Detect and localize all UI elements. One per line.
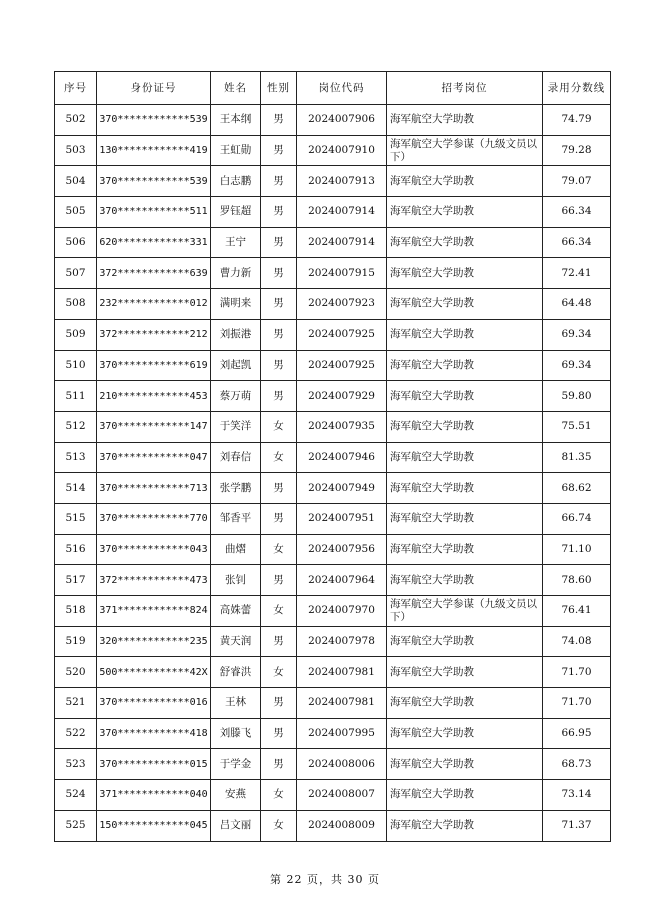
table-row (55, 227, 611, 258)
post-code-cell: 2024007914 (297, 227, 387, 258)
header-cell: 招考岗位 (387, 72, 543, 105)
position-cell: 海军航空大学助教 (387, 105, 543, 136)
gender-cell: 男 (261, 135, 297, 166)
id-number-cell: 370************770 (97, 503, 211, 534)
table-body (55, 105, 611, 842)
table-row (55, 596, 611, 627)
gender-cell: 男 (261, 319, 297, 350)
gender-cell: 男 (261, 473, 297, 504)
id-number-cell: 370************713 (97, 473, 211, 504)
page-footer: 第 22 页，共 30 页 (270, 873, 380, 886)
post-code-cell: 2024007970 (297, 596, 387, 627)
gender-cell: 女 (261, 442, 297, 473)
serial-cell: 507 (55, 258, 97, 289)
score-cell: 73.14 (543, 780, 611, 811)
gender-cell: 女 (261, 596, 297, 627)
score-cell: 66.74 (543, 503, 611, 534)
serial-cell: 505 (55, 197, 97, 228)
name-cell: 罗钰超 (211, 197, 261, 228)
serial-cell: 508 (55, 289, 97, 320)
id-number-cell: 370************418 (97, 718, 211, 749)
table-row (55, 135, 611, 166)
post-code-cell: 2024007914 (297, 197, 387, 228)
table-row (55, 749, 611, 780)
header-cell: 序号 (55, 72, 97, 105)
id-number-cell: 370************619 (97, 350, 211, 381)
table-row (55, 718, 611, 749)
position-cell: 海军航空大学助教 (387, 227, 543, 258)
name-cell: 于学金 (211, 749, 261, 780)
post-code-cell: 2024007951 (297, 503, 387, 534)
id-number-cell: 370************147 (97, 411, 211, 442)
serial-cell: 514 (55, 473, 97, 504)
table-row (55, 258, 611, 289)
post-code-cell: 2024007906 (297, 105, 387, 136)
name-cell: 王虹勋 (211, 135, 261, 166)
id-number-cell: 500************42X (97, 657, 211, 688)
score-cell: 66.34 (543, 197, 611, 228)
post-code-cell: 2024007929 (297, 381, 387, 412)
position-cell: 海军航空大学助教 (387, 319, 543, 350)
name-cell: 王林 (211, 688, 261, 719)
name-cell: 王宁 (211, 227, 261, 258)
serial-cell: 524 (55, 780, 97, 811)
post-code-cell: 2024007981 (297, 688, 387, 719)
post-code-cell: 2024007995 (297, 718, 387, 749)
table-row (55, 565, 611, 596)
id-number-cell: 370************539 (97, 105, 211, 136)
position-cell: 海军航空大学助教 (387, 503, 543, 534)
position-cell: 海军航空大学助教 (387, 197, 543, 228)
serial-cell: 518 (55, 596, 97, 627)
name-cell: 安燕 (211, 780, 261, 811)
id-number-cell: 370************511 (97, 197, 211, 228)
id-number-cell: 371************824 (97, 596, 211, 627)
score-cell: 81.35 (543, 442, 611, 473)
serial-cell: 513 (55, 442, 97, 473)
score-cell: 59.80 (543, 381, 611, 412)
table-row (55, 473, 611, 504)
serial-cell: 512 (55, 411, 97, 442)
gender-cell: 男 (261, 258, 297, 289)
serial-cell: 515 (55, 503, 97, 534)
score-cell: 68.62 (543, 473, 611, 504)
score-cell: 71.70 (543, 688, 611, 719)
name-cell: 张钊 (211, 565, 261, 596)
gender-cell: 男 (261, 749, 297, 780)
score-cell: 71.70 (543, 657, 611, 688)
table-row (55, 319, 611, 350)
id-number-cell: 320************235 (97, 626, 211, 657)
name-cell: 张学鹏 (211, 473, 261, 504)
score-cell: 78.60 (543, 565, 611, 596)
post-code-cell: 2024007923 (297, 289, 387, 320)
gender-cell: 女 (261, 411, 297, 442)
id-number-cell: 370************015 (97, 749, 211, 780)
name-cell: 蔡万萌 (211, 381, 261, 412)
position-cell: 海军航空大学助教 (387, 473, 543, 504)
id-number-cell: 370************043 (97, 534, 211, 565)
score-cell: 79.07 (543, 166, 611, 197)
gender-cell: 男 (261, 503, 297, 534)
table-row (55, 105, 611, 136)
id-number-cell: 130************419 (97, 135, 211, 166)
table-row (55, 289, 611, 320)
serial-cell: 517 (55, 565, 97, 596)
post-code-cell: 2024008009 (297, 810, 387, 841)
serial-cell: 516 (55, 534, 97, 565)
position-cell: 海军航空大学参谋（九级文员以下） (387, 135, 543, 166)
name-cell: 舒睿洪 (211, 657, 261, 688)
score-cell: 69.34 (543, 350, 611, 381)
name-cell: 刘振港 (211, 319, 261, 350)
post-code-cell: 2024007935 (297, 411, 387, 442)
score-cell: 75.51 (543, 411, 611, 442)
table-row (55, 657, 611, 688)
position-cell: 海军航空大学助教 (387, 626, 543, 657)
gender-cell: 女 (261, 534, 297, 565)
serial-cell: 511 (55, 381, 97, 412)
position-cell: 海军航空大学助教 (387, 289, 543, 320)
post-code-cell: 2024007915 (297, 258, 387, 289)
id-number-cell: 210************453 (97, 381, 211, 412)
score-cell: 71.37 (543, 810, 611, 841)
score-cell: 74.08 (543, 626, 611, 657)
id-number-cell: 372************212 (97, 319, 211, 350)
serial-cell: 502 (55, 105, 97, 136)
name-cell: 刘起凯 (211, 350, 261, 381)
id-number-cell: 370************539 (97, 166, 211, 197)
gender-cell: 女 (261, 657, 297, 688)
score-cell: 69.34 (543, 319, 611, 350)
post-code-cell: 2024008007 (297, 780, 387, 811)
gender-cell: 女 (261, 780, 297, 811)
post-code-cell: 2024007925 (297, 350, 387, 381)
position-cell: 海军航空大学助教 (387, 749, 543, 780)
score-cell: 72.41 (543, 258, 611, 289)
score-cell: 68.73 (543, 749, 611, 780)
table-row (55, 626, 611, 657)
name-cell: 王本纲 (211, 105, 261, 136)
id-number-cell: 150************045 (97, 810, 211, 841)
serial-cell: 525 (55, 810, 97, 841)
admission-table (54, 71, 611, 842)
table-row (55, 411, 611, 442)
id-number-cell: 370************047 (97, 442, 211, 473)
table-row (55, 780, 611, 811)
name-cell: 刘春信 (211, 442, 261, 473)
gender-cell: 男 (261, 718, 297, 749)
post-code-cell: 2024007949 (297, 473, 387, 504)
serial-cell: 503 (55, 135, 97, 166)
post-code-cell: 2024007956 (297, 534, 387, 565)
id-number-cell: 620************331 (97, 227, 211, 258)
serial-cell: 519 (55, 626, 97, 657)
serial-cell: 506 (55, 227, 97, 258)
gender-cell: 男 (261, 565, 297, 596)
serial-cell: 521 (55, 688, 97, 719)
position-cell: 海军航空大学助教 (387, 442, 543, 473)
post-code-cell: 2024007964 (297, 565, 387, 596)
id-number-cell: 372************639 (97, 258, 211, 289)
gender-cell: 男 (261, 350, 297, 381)
post-code-cell: 2024007913 (297, 166, 387, 197)
gender-cell: 男 (261, 197, 297, 228)
table-row (55, 442, 611, 473)
position-cell: 海军航空大学参谋（九级文员以下） (387, 596, 543, 627)
score-cell: 76.41 (543, 596, 611, 627)
score-cell: 71.10 (543, 534, 611, 565)
position-cell: 海军航空大学助教 (387, 411, 543, 442)
table-row (55, 350, 611, 381)
table-row (55, 688, 611, 719)
score-cell: 66.95 (543, 718, 611, 749)
name-cell: 邹香平 (211, 503, 261, 534)
name-cell: 于笑洋 (211, 411, 261, 442)
table-row (55, 810, 611, 841)
id-number-cell: 371************040 (97, 780, 211, 811)
position-cell: 海军航空大学助教 (387, 350, 543, 381)
header-cell: 姓名 (211, 72, 261, 105)
post-code-cell: 2024007946 (297, 442, 387, 473)
header-cell: 身份证号 (97, 72, 211, 105)
id-number-cell: 370************016 (97, 688, 211, 719)
gender-cell: 男 (261, 166, 297, 197)
header-cell: 录用分数线 (543, 72, 611, 105)
header-cell: 性别 (261, 72, 297, 105)
position-cell: 海军航空大学助教 (387, 810, 543, 841)
post-code-cell: 2024007925 (297, 319, 387, 350)
serial-cell: 510 (55, 350, 97, 381)
serial-cell: 520 (55, 657, 97, 688)
table-row (55, 197, 611, 228)
gender-cell: 女 (261, 810, 297, 841)
gender-cell: 男 (261, 227, 297, 258)
gender-cell: 男 (261, 626, 297, 657)
name-cell: 刘滕飞 (211, 718, 261, 749)
position-cell: 海军航空大学助教 (387, 718, 543, 749)
table-row (55, 503, 611, 534)
gender-cell: 男 (261, 381, 297, 412)
serial-cell: 522 (55, 718, 97, 749)
serial-cell: 504 (55, 166, 97, 197)
post-code-cell: 2024007981 (297, 657, 387, 688)
score-cell: 66.34 (543, 227, 611, 258)
position-cell: 海军航空大学助教 (387, 258, 543, 289)
id-number-cell: 232************012 (97, 289, 211, 320)
position-cell: 海军航空大学助教 (387, 166, 543, 197)
score-cell: 74.79 (543, 105, 611, 136)
position-cell: 海军航空大学助教 (387, 534, 543, 565)
gender-cell: 男 (261, 289, 297, 320)
table-row (55, 166, 611, 197)
score-cell: 64.48 (543, 289, 611, 320)
post-code-cell: 2024007910 (297, 135, 387, 166)
gender-cell: 男 (261, 105, 297, 136)
position-cell: 海军航空大学助教 (387, 565, 543, 596)
post-code-cell: 2024007978 (297, 626, 387, 657)
score-cell: 79.28 (543, 135, 611, 166)
name-cell: 曲熠 (211, 534, 261, 565)
table-row (55, 534, 611, 565)
position-cell: 海军航空大学助教 (387, 657, 543, 688)
position-cell: 海军航空大学助教 (387, 381, 543, 412)
name-cell: 黄天润 (211, 626, 261, 657)
name-cell: 吕文丽 (211, 810, 261, 841)
post-code-cell: 2024008006 (297, 749, 387, 780)
serial-cell: 509 (55, 319, 97, 350)
serial-cell: 523 (55, 749, 97, 780)
position-cell: 海军航空大学助教 (387, 780, 543, 811)
gender-cell: 男 (261, 688, 297, 719)
name-cell: 白志鹏 (211, 166, 261, 197)
name-cell: 曹力新 (211, 258, 261, 289)
name-cell: 满明来 (211, 289, 261, 320)
position-cell: 海军航空大学助教 (387, 688, 543, 719)
id-number-cell: 372************473 (97, 565, 211, 596)
table-row (55, 381, 611, 412)
table-header-row (55, 72, 611, 105)
header-cell: 岗位代码 (297, 72, 387, 105)
name-cell: 高姝蕾 (211, 596, 261, 627)
